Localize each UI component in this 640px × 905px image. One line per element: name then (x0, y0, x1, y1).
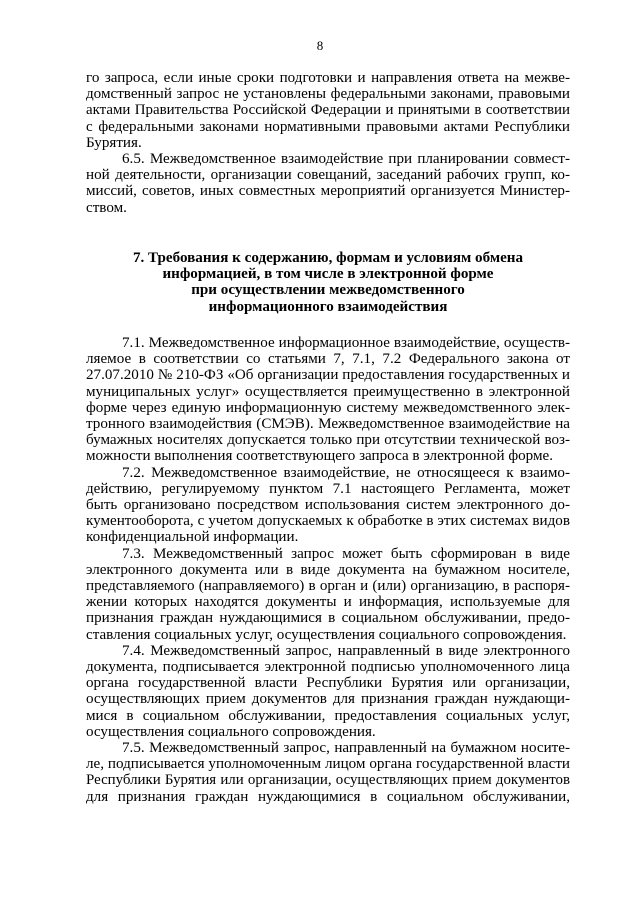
text-line: домственный запрос не установлены федеральными законами, правовыми (86, 86, 570, 103)
text-line: 7.3. Межведомственный запрос может быть сформирован в виде (122, 545, 570, 562)
text-line: ляемое в соответствии со статьями 7, 7.1, 7.2 Федерального закона от (86, 351, 570, 368)
text-line: осуществления социального сопровождения. (86, 723, 376, 740)
paragraph-7-1 (86, 335, 570, 465)
text-line: представляемого (направляемого) в орган и (или) организацию, в распоря- (86, 578, 570, 595)
text-line: ной деятельности, организации совещаний, заседаний рабочих групп, ко- (86, 167, 570, 184)
text-line: миссий, советов, иных совместных мероприятий организуется Министер- (86, 183, 570, 200)
heading-line: 7. Требования к содержанию, формам и условиям обмена (132, 250, 524, 266)
text-line: жении которых находятся документы и информация, используемые для (86, 594, 570, 611)
text-line: тронного взаимодействия (СМЭВ). Межведомственное взаимодействие на (86, 416, 570, 433)
paragraph-7-3 (86, 546, 570, 643)
text-line: можности выполнения соответствующего запроса в электронной форме. (86, 448, 553, 465)
paragraph-6-5 (86, 151, 570, 216)
text-line: мися в социальном обслуживании, предоставления социальных услуг, (86, 707, 570, 724)
text-line: электронного документа или в виде документа на бумажном носителе, (86, 561, 570, 578)
paragraph-7-2 (86, 465, 570, 546)
text-line: документа, подписывается электронной подписью уполномоченного лица (86, 659, 570, 676)
text-line: 7.1. Межведомственное информационное взаимодействие, осуществ- (122, 335, 570, 351)
text-line: 7.2. Межведомственное взаимодействие, не относящееся к взаимо- (122, 464, 570, 481)
text-line: Республики Бурятия или организации, осуществляющих прием документов (86, 772, 570, 789)
text-line: кументооборота, с учетом допускаемых к обработке в этих системах видов (86, 513, 570, 530)
text-line: го запроса, если иные сроки подготовки и направления ответа на межве- (86, 70, 570, 86)
text-line: 6.5. Межведомственное взаимодействие при планировании совмест- (122, 151, 570, 168)
text-line: актами Правительства Российской Федерации и принятыми в соответствии (86, 102, 570, 119)
text-line: признания граждан нуждающимися в социальном обслуживании, предо- (86, 610, 570, 627)
text-line: Бурятия. (86, 134, 142, 151)
text-line: форме через единую информационную систему межведомственного элек- (86, 399, 570, 416)
text-line: ставления социальных услуг, осуществления социального сопровождения. (86, 626, 567, 643)
text-line: ством. (86, 199, 127, 216)
text-line: муниципальных услуг» осуществляется преимущественно в электронной (86, 383, 570, 400)
body-text-top (86, 70, 570, 216)
text-line: бумажных носителях допускается только при отсутствии технической воз- (86, 432, 570, 449)
paragraph-6-4-continuation (86, 70, 570, 151)
text-line: быть организовано посредством использования систем электронного до- (86, 497, 570, 514)
text-line: 7.5. Межведомственный запрос, направленный на бумажном носите- (122, 740, 570, 757)
text-line: конфиденциальной информации. (86, 529, 299, 546)
text-line: действию, регулируемому пунктом 7.1 настоящего Регламента, может (86, 480, 570, 497)
heading-line: при осуществлении межведомственного (191, 282, 465, 299)
page-number: 8 (316, 38, 324, 53)
text-line: 7.4. Межведомственный запрос, направленный в виде электронного (122, 642, 570, 659)
section-heading (86, 250, 570, 315)
text-line: органа государственной власти Республики Бурятия или организации, (86, 675, 570, 692)
body-text-section-7 (86, 335, 570, 805)
text-line: ле, подписывается уполномоченным лицом органа государственной власти (86, 756, 570, 773)
paragraph-7-5 (86, 740, 570, 805)
paragraph-7-4 (86, 643, 570, 740)
heading-line: информационного взаимодействия (208, 298, 448, 315)
text-line: для признания граждан нуждающимися в социальном обслуживании, (86, 788, 570, 805)
heading-line: информацией, в том числе в электронной форме (162, 266, 494, 283)
text-line: осуществляющих прием документов для признания граждан нуждающи- (86, 691, 570, 708)
text-line: с федеральными законами нормативными правовыми актами Республики (86, 118, 570, 135)
text-line: 27.07.2010 № 210-ФЗ «Об организации предоставления государственных и (86, 367, 570, 384)
